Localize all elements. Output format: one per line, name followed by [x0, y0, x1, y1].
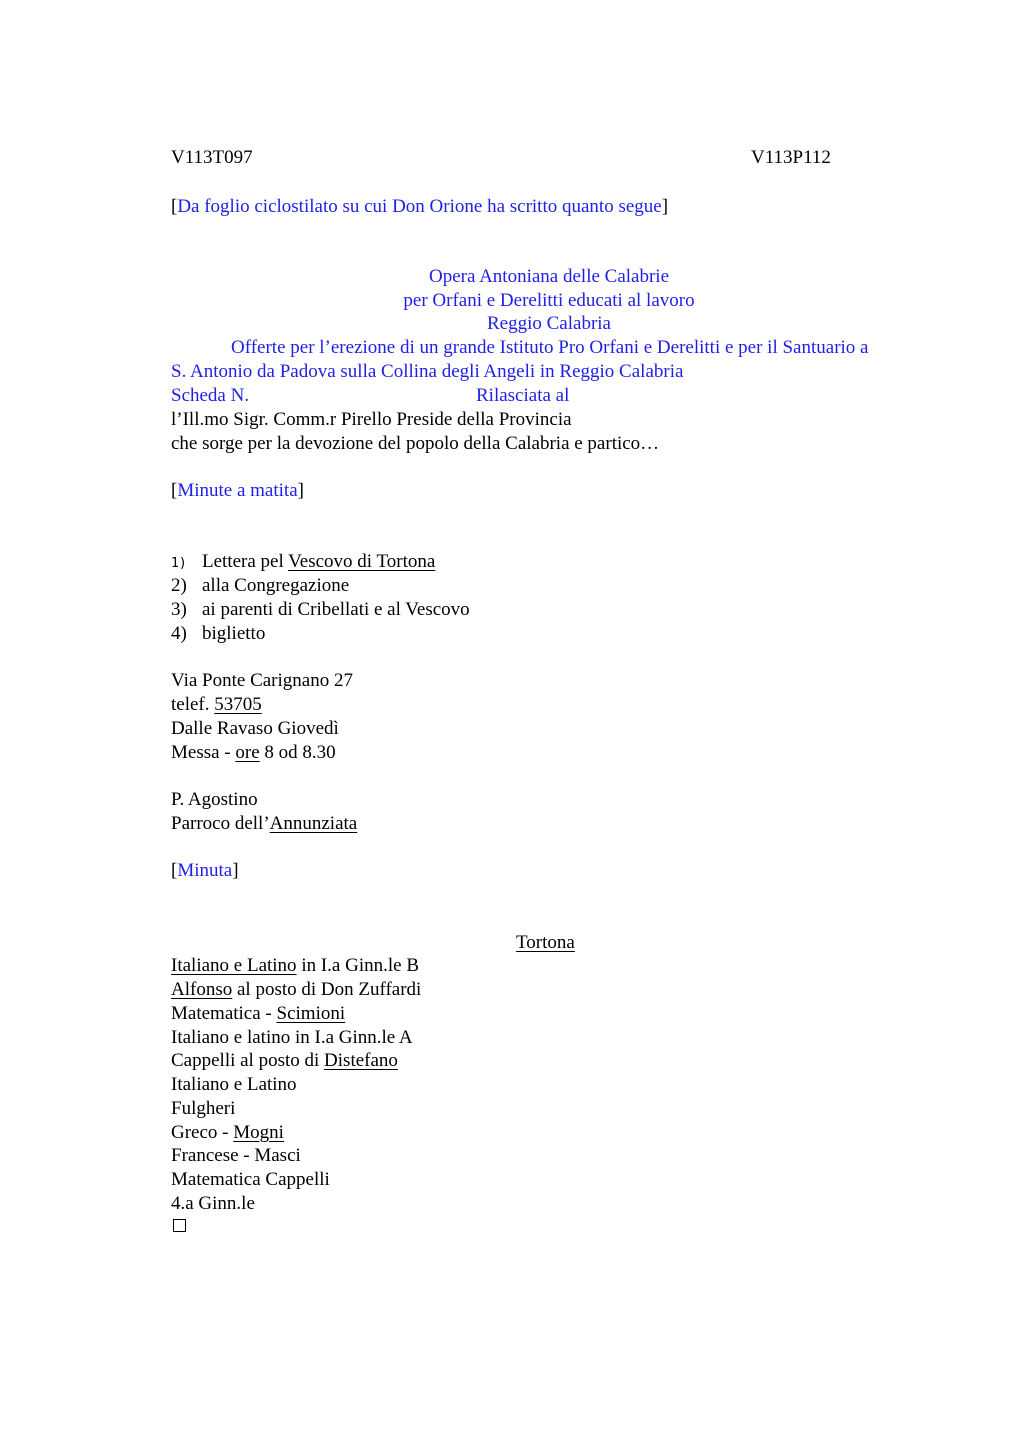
address-street: Via Ponte Carignano 27	[171, 670, 353, 691]
minuta-heading: Tortona	[516, 932, 575, 953]
list-item: 2) alla Congregazione	[171, 575, 350, 596]
telephone-number: 53705	[214, 694, 262, 715]
address-messa: Messa - ore 8 od 8.30	[171, 742, 336, 763]
list-number: 1)	[171, 556, 187, 571]
minuta-line: Greco - Mogni	[171, 1122, 284, 1143]
list-item: 4) biglietto	[171, 623, 266, 644]
editorial-note-source	[171, 195, 668, 219]
priest-name: P. Agostino	[171, 789, 258, 810]
form-org-title: Opera Antoniana delle Calabrie	[428, 266, 670, 287]
list-number: 2)	[171, 575, 187, 596]
bracket-close: ]	[661, 196, 669, 217]
bracket-open: [	[171, 480, 178, 501]
left-code: V113T097	[171, 147, 253, 168]
minuta-line: Cappelli al posto di Distefano	[171, 1050, 398, 1071]
list-item: 3) ai parenti di Cribellati e al Vescovo	[171, 599, 470, 620]
list-number: 4)	[171, 623, 187, 644]
form-scheda: Scheda N.	[171, 385, 250, 406]
vescovo-di-tortona: Vescovo di Tortona	[288, 551, 436, 572]
minuta-line: Alfonso al posto di Don Zuffardi	[171, 979, 422, 1000]
form-city: Reggio Calabria	[487, 313, 611, 334]
minuta-line: Italiano e latino in I.a Ginn.le A	[171, 1027, 413, 1048]
minuta-line: Fulgheri	[171, 1098, 236, 1119]
list-item: 1) Lettera pel Vescovo di Tortona	[171, 550, 435, 576]
note-text: Minuta	[177, 860, 233, 881]
minuta-line: 4.a Ginn.le	[171, 1193, 255, 1214]
form-subtitle: per Orfani e Derelitti educati al lavoro	[403, 290, 695, 311]
bracket-open: [	[171, 196, 178, 217]
editorial-note-pencil	[171, 479, 304, 503]
checkbox-square-icon	[173, 1219, 186, 1232]
editorial-note-draft	[171, 859, 239, 883]
note-text: Minute a matita	[177, 480, 298, 501]
form-offer-line2: S. Antonio da Padova sulla Collina degli Angeli in Reggio Calabria	[171, 361, 684, 382]
priest-role: Parroco dell’Annunziata	[171, 813, 358, 834]
form-offer-line1: Offerte per l’erezione di un grande Istituto Pro Orfani e Derelitti e per il Santuario a	[231, 337, 869, 358]
right-code: V113P112	[751, 147, 831, 168]
list-number: 3)	[171, 599, 187, 620]
minuta-line: Francese - Masci	[171, 1145, 301, 1166]
form-recipient: l’Ill.mo Sigr. Comm.r Pirello Preside della Provincia	[171, 409, 572, 430]
bracket-close: ]	[297, 480, 304, 501]
form-devotion: che sorge per la devozione del popolo della Calabria e partico…	[171, 433, 660, 454]
minuta-line: Matematica Cappelli	[171, 1169, 330, 1190]
note-text: Da foglio ciclostilato su cui Don Orione ha scritto quanto segue	[177, 196, 662, 217]
bracket-close: ]	[232, 860, 239, 881]
address-ravaso: Dalle Ravaso Giovedì	[171, 718, 339, 739]
address-telephone: telef. 53705	[171, 694, 262, 715]
form-rilasciata: Rilasciata al	[476, 385, 570, 406]
minuta-line: Italiano e Latino	[171, 1074, 297, 1095]
minuta-line: Matematica - Scimioni	[171, 1003, 346, 1024]
bracket-open: [	[171, 860, 178, 881]
minuta-line: Italiano e Latino in I.a Ginn.le B	[171, 955, 419, 976]
